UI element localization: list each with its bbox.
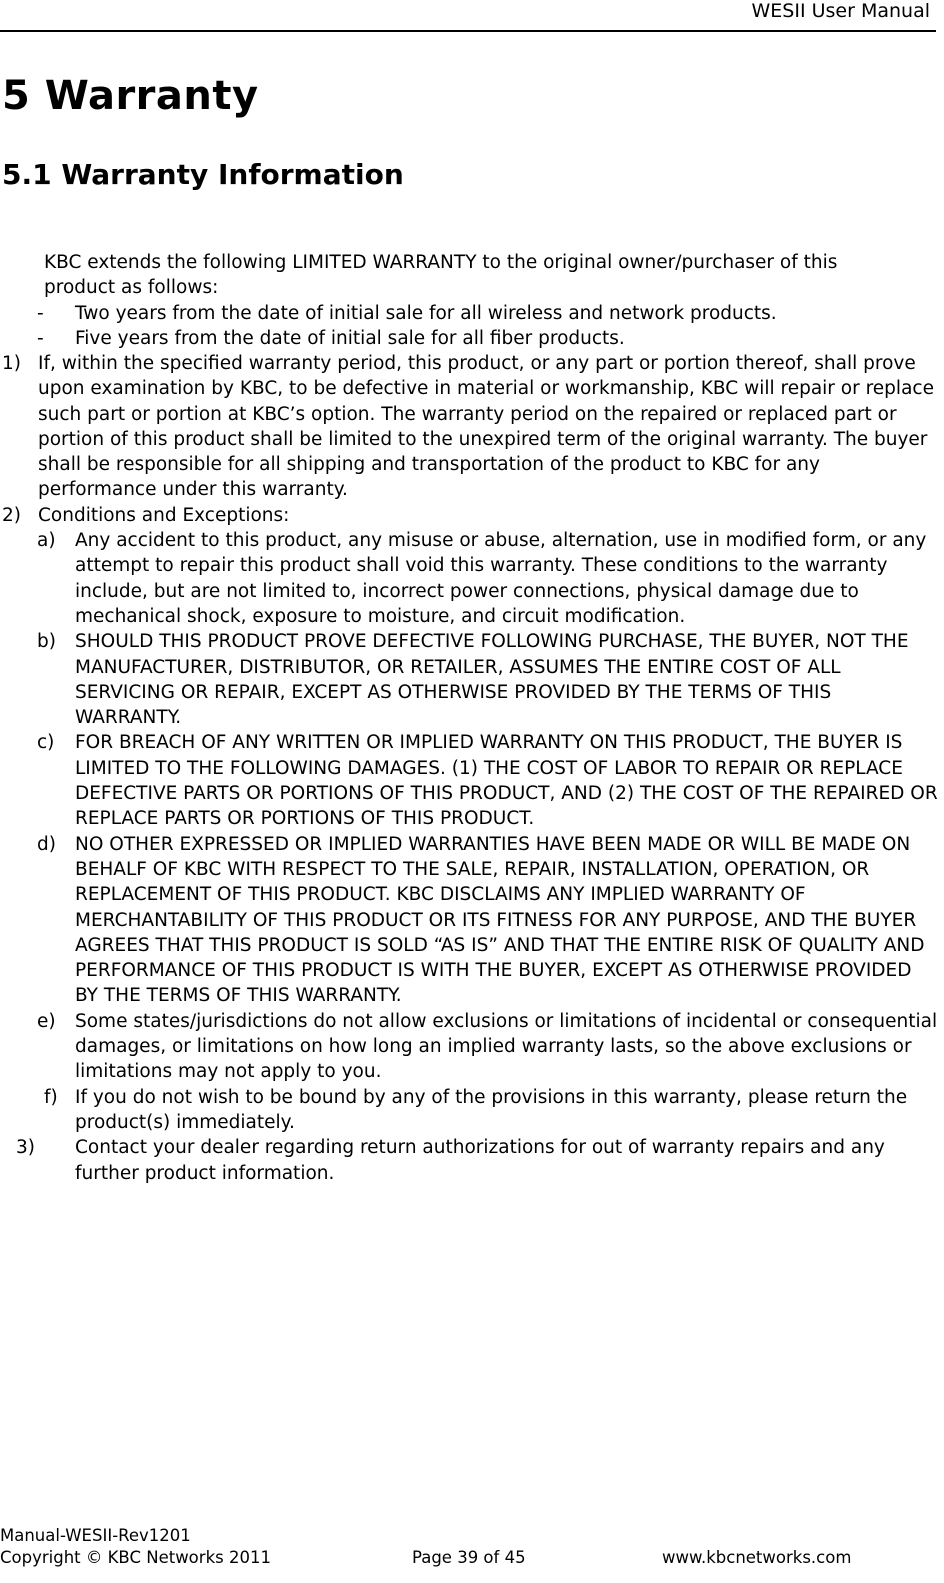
list-item <box>0 301 930 326</box>
condition-c <box>0 730 940 831</box>
section-title: 5.1 Warranty Information <box>2 158 404 191</box>
term-number: 2) <box>2 504 21 526</box>
website-url: www.kbcnetworks.com <box>662 1548 852 1567</box>
term-text: Contact your dealer regarding return authorizations for out of warranty repairs and any further product information. <box>75 1137 885 1184</box>
term-2 <box>0 503 940 528</box>
condition-a <box>0 528 940 629</box>
condition-text: Any accident to this product, any misuse or abuse, alternation, use in modified form, or any attempt to repair this product shall void this warranty. These conditions to the warranty include, but are not limited to, incorrect power connections, physical damage due to mechanical shock, exposure to moisture, and circuit modification. <box>75 530 927 627</box>
term-text: If, within the specified warranty period, this product, or any part or portion thereof, shall prove upon examination by KBC, to be defective in material or workmanship, KBC will repair or replace such part or portion at KBC’s option. The warranty period on the repaired or replaced part or portion of this product shall be limited to the unexpired term of the original warranty. The buyer shall be responsible for all shipping and transportation of the product to KBC for any performance under this warranty. <box>38 353 934 501</box>
condition-d <box>0 832 940 1009</box>
chapter-title: 5 Warranty <box>2 73 259 119</box>
condition-text: FOR BREACH OF ANY WRITTEN OR IMPLIED WARRANTY ON THIS PRODUCT, THE BUYER IS LIMITED TO THE FOLLOWING DAMAGES. (1) THE COST OF LABOR TO REPAIR OR REPLACE DEFECTIVE PARTS OR PORTIONS OF THIS PRODUCT, AND (2) THE COST OF THE REPAIRED OR REPLACE PARTS OR PORTIONS OF THIS PRODUCT. <box>75 732 938 830</box>
page-number: Page 39 of 45 <box>412 1548 526 1567</box>
list-item-text: Five years from the date of initial sale for all fiber products. <box>75 328 625 350</box>
condition-letter: c) <box>37 732 55 754</box>
dash-marker: - <box>37 328 44 350</box>
condition-f <box>0 1085 940 1136</box>
condition-letter: a) <box>37 530 56 552</box>
term-number: 1) <box>2 353 21 374</box>
list-item <box>0 326 930 351</box>
page-header <box>0 0 936 32</box>
warranty-terms <box>0 351 940 1186</box>
condition-letter: e) <box>37 1010 56 1032</box>
condition-b <box>0 629 940 730</box>
condition-e <box>0 1009 940 1085</box>
copyright-notice: Copyright © KBC Networks 2011 <box>0 1548 271 1567</box>
dash-marker: - <box>37 303 44 324</box>
condition-text: SHOULD THIS PRODUCT PROVE DEFECTIVE FOLLOWING PURCHASE, THE BUYER, NOT THE MANUFACTURER, DISTRIBUTOR, OR RETAILER, ASSUMES THE ENTIRE COST OF ALL SERVICING OR REPAIR, EXCEPT AS OTHERWISE PROVIDED BY THE TERMS OF THIS WARRANTY. <box>75 631 909 729</box>
condition-letter: f) <box>44 1086 58 1108</box>
condition-letter: b) <box>37 631 56 653</box>
condition-text: Some states/jurisdictions do not allow exclusions or limitations of incidental or consequential damages, or limitations on how long an implied warranty lasts, so the above exclusions or limitations may not apply to you. <box>75 1010 938 1083</box>
term-3 <box>0 1135 940 1186</box>
condition-text: NO OTHER EXPRESSED OR IMPLIED WARRANTIES HAVE BEEN MADE OR WILL BE MADE ON BEHALF OF KBC WITH RESPECT TO THE SALE, REPAIR, INSTALLATION, OPERATION, OR REPLACEMENT OF THIS PRODUCT. KBC DISCLAIMS ANY IMPLIED WARRANTY OF MERCHANTABILITY OF THIS PRODUCT OR ITS FITNESS FOR ANY PURPOSE, AND THE BUYER AGREES THAT THIS PRODUCT IS SOLD “AS IS” AND THAT THE ENTIRE RISK OF QUALITY AND PERFORMANCE OF THIS PRODUCT IS WITH THE BUYER, EXCEPT AS OTHERWISE PROVIDED BY THE TERMS OF THIS WARRANTY. <box>75 833 925 1007</box>
coverage-list <box>0 301 930 352</box>
document-id: Manual-WESII-Rev1201 <box>0 1526 191 1545</box>
term-1 <box>0 351 940 503</box>
term-text: Conditions and Exceptions: <box>38 504 290 526</box>
condition-text: If you do not wish to be bound by any of the provisions in this warranty, please return the product(s) immediately. <box>75 1086 908 1133</box>
term-number: 3) <box>16 1137 35 1159</box>
condition-letter: d) <box>37 833 56 855</box>
list-item-text: Two years from the date of initial sale for all wireless and network products. <box>75 303 777 324</box>
intro-paragraph: KBC extends the following LIMITED WARRANTY to the original owner/purchaser of this product as follows: <box>44 252 838 299</box>
manual-title: WESII User Manual <box>751 0 930 22</box>
